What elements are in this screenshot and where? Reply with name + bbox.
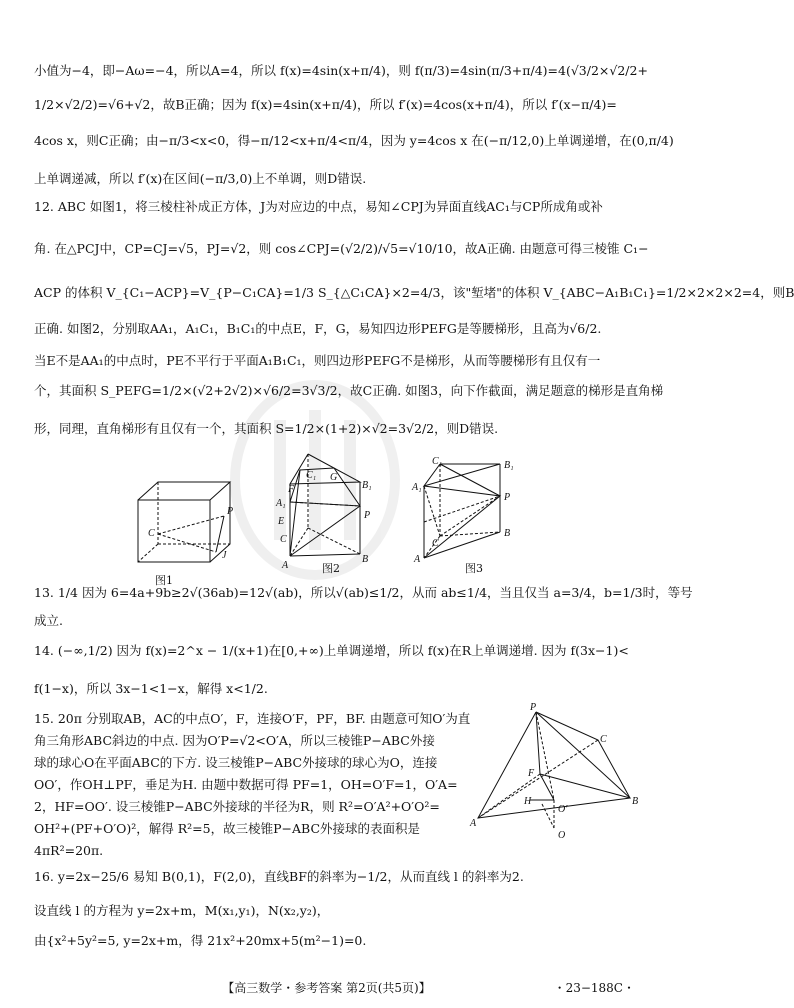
text-line-4: 上单调递减，所以 f′(x)在区间(−π/3,0)上不单调，则D错误. xyxy=(34,171,367,186)
text-line-3: 4cos x，则C正确；由−π/3<x<0，得−π/12<x+π/4<π/4，因为 y=4cos x 在(−π/12,0)上单调递增，在(0,π/4) xyxy=(34,133,674,148)
fig2-label-B1: B₁ xyxy=(362,480,372,491)
answer-12-line-3: ACP 的体积 V_{C₁−ACP}=V_{P−C₁CA}=1/3 S_{△C₁CA}×2=4/3，该"堑堵"的体积 V_{ABC−A₁B₁C₁}=1/2×2×2×2=4，则B xyxy=(34,285,794,300)
fig3-label-C: C xyxy=(432,538,439,549)
fig4-label-O: O xyxy=(558,830,566,841)
figure-1-cube xyxy=(130,478,240,570)
fig2-label-E: E xyxy=(278,516,285,527)
answer-15-line-7: 4πR²=20π. xyxy=(34,843,104,858)
answer-15-line-6: OH²+(PF+O′O)²，解得 R²=5，故三棱锥P−ABC外接球的表面积是 xyxy=(34,821,421,836)
fig2-label-A: A xyxy=(282,560,289,571)
answer-13-line-1: 13. 1/4 因为 6=4a+9b≥2√(36ab)=12√(ab)，所以√(ab)≤1/2，从而 ab≤1/4，当且仅当 a=3/4，b=1/3时，等号 xyxy=(34,585,693,600)
answer-12-line-7: 形，同理，直角梯形有且仅有一个，其面积 S=1/2×(1+2)×√2=3√2/2，则D错误. xyxy=(34,421,499,436)
fig3-label-B1: B₁ xyxy=(504,460,514,471)
footer-code: ・23−188C・ xyxy=(553,981,635,995)
figure-2-prism xyxy=(268,444,378,574)
fig2-label-B: B xyxy=(362,554,369,565)
fig2-label-A1: A₁ xyxy=(276,498,286,509)
answer-12-line-6: 个，其面积 S_PEFG=1/2×(√2+2√2)×√6/2=3√3/2，故C正确. 如图3，向下作截面，满足题意的梯形是直角梯 xyxy=(34,383,664,398)
fig3-label-A1: A₁ xyxy=(412,482,422,493)
page-footer xyxy=(0,975,653,1001)
answer-13-line-2: 成立. xyxy=(34,613,63,628)
fig1-label-P: P xyxy=(227,506,234,517)
fig4-label-O-prime: O′ xyxy=(558,804,568,815)
answer-14-line-1: 14. (−∞,1/2) 因为 f(x)=2^x − 1/(x+1)在[0,+∞)上单调递增，所以 f(x)在R上单调递增. 因为 f(3x−1)< xyxy=(34,643,629,658)
answer-15-line-5: 2，HF=OO′. 设三棱锥P−ABC外接球的半径为R，则 R²=O′A²+O′O²= xyxy=(34,799,440,814)
answer-12-line-2: 角. 在△PCJ中，CP=CJ=√5，PJ=√2，则 cos∠CPJ=(√2/2)/√5=√10/10，故A正确. 由题意可得三棱锥 C₁− xyxy=(34,241,649,256)
text-line-2: 1/2×√2/2)=√6+√2，故B正确；因为 f(x)=4sin(x+π/4)，所以 f′(x)=4cos(x+π/4)，所以 f′(x−π/4)= xyxy=(34,97,617,112)
fig3-label-C1: C₁ xyxy=(432,456,443,467)
answer-15-line-2: 角三角形ABC斜边的中点. 因为O′P=√2<O′A，所以三棱锥P−ABC外接 xyxy=(34,733,435,748)
fig2-label-P: P xyxy=(364,510,371,521)
cube-right-edges xyxy=(210,482,230,562)
answer-15-line-4: OO′，作OH⊥PF，垂足为H. 由题中数据可得 PF=1，OH=O′F=1，O′A= xyxy=(34,777,458,792)
fig4-label-C: C xyxy=(600,734,607,745)
fig4-label-B: B xyxy=(632,796,639,807)
fig3-label-P: P xyxy=(504,492,511,503)
figure-2-caption: 图2 xyxy=(322,562,340,575)
answer-16-line-3: 由{x²+5y²=5, y=2x+m，得 21x²+20mx+5(m²−1)=0. xyxy=(34,933,367,948)
answer-16-line-2: 设直线 l 的方程为 y=2x+m，M(x₁,y₁)，N(x₂,y₂)， xyxy=(34,903,330,918)
fig4-label-H: H xyxy=(524,796,532,807)
figure-3-caption: 图3 xyxy=(465,562,483,575)
answer-14-line-2: f(1−x)，所以 3x−1<1−x，解得 x<1/2. xyxy=(34,681,268,696)
fig1-label-C: C xyxy=(148,528,155,539)
answer-12-line-5: 当E不是AA₁的中点时，PE不平行于平面A₁B₁C₁，则四边形PEFG不是梯形，从而等腰梯形有且仅有一 xyxy=(34,353,601,368)
answer-16-line-1: 16. y=2x−25/6 易知 B(0,1)，F(2,0)，直线BF的斜率为−1/2，从而直线 l 的斜率为2. xyxy=(34,869,524,884)
fig3-label-B: B xyxy=(504,528,511,539)
answer-15-line-3: 球的球心O在平面ABC的下方. 设三棱锥P−ABC外接球的球心为O，连接 xyxy=(34,755,438,770)
figure-1-caption: 图1 xyxy=(155,574,173,587)
fig3-label-A: A xyxy=(414,554,421,565)
figure-3-prism xyxy=(412,454,522,564)
footer-title: 【高三数学・参考答案 第2页(共5页)】 xyxy=(222,981,431,995)
figure-4-tetrahedron xyxy=(470,700,645,840)
answer-15-line-1: 15. 20π 分别取AB，AC的中点O′，F，连接O′F，PF，BF. 由题意可知O′为直 xyxy=(34,711,471,726)
fig1-label-J: J xyxy=(222,550,227,561)
fig4-label-F: F xyxy=(528,768,535,779)
answer-12-line-1: 12. ABC 如图1，将三棱柱补成正方体，J为对应边的中点，易知∠CPJ为异面直线AC₁与CP所成角或补 xyxy=(34,199,603,214)
text-line-1: 小值为−4，即−Aω=−4，所以A=4，所以 f(x)=4sin(x+π/4)，则 f(π/3)=4sin(π/3+π/4)=4(√3/2×√2/2+ xyxy=(34,63,648,78)
fig4-label-A: A xyxy=(470,818,477,829)
fig2-label-G: G xyxy=(330,472,338,483)
fig4-label-P: P xyxy=(530,702,537,713)
cube-top-face xyxy=(138,482,230,500)
fig2-label-C: C xyxy=(280,534,287,545)
fig2-label-F: F xyxy=(288,484,295,495)
prism3-top-face xyxy=(424,464,500,486)
answer-12-line-4: 正确. 如图2，分别取AA₁，A₁C₁，B₁C₁的中点E，F，G，易知四边形PEFG是等腰梯形，且高为√6/2. xyxy=(34,321,602,336)
fig2-label-C1: C₁ xyxy=(306,470,317,481)
